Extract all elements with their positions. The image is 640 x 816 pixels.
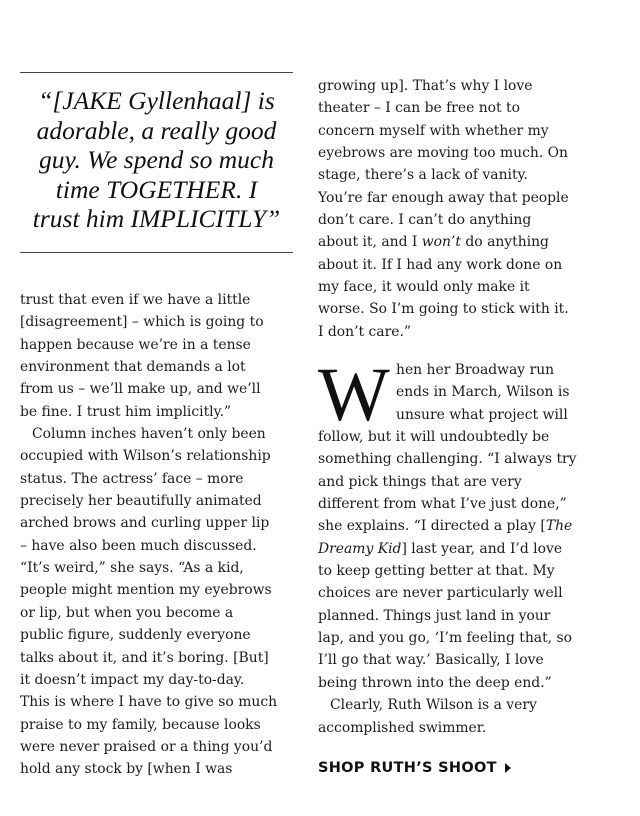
text-line: occupied with Wilson’s relationship <box>20 448 271 465</box>
right-column-bottom-text <box>318 359 618 739</box>
text-line <box>318 231 569 253</box>
text-line: status. The actress’ face – more <box>20 470 244 487</box>
pull-quote-line: adorable, a really good <box>36 115 277 145</box>
italic-text: Dreamy Kid <box>318 540 402 557</box>
text-line: theater – I can be free not to <box>318 100 520 117</box>
text-line: precisely her beautifully animated <box>20 493 262 510</box>
text-line: “It’s weird,” she says. “As a kid, <box>20 560 244 577</box>
text-line: my face, it would only make it <box>318 279 530 296</box>
text-line: it doesn’t impact my day-to-day. <box>20 671 245 688</box>
text-line: Column inches haven’t only been <box>32 426 266 443</box>
text-line: and pick things that are very <box>318 473 522 490</box>
text-line: I’ll go that way.’ Basically, I love <box>318 652 544 669</box>
text-line: environment that demands a lot <box>20 359 246 376</box>
left-column-text <box>20 289 277 781</box>
text-line: be fine. I trust him implicitly.” <box>20 403 232 420</box>
text-segment: she explains. “I directed a play [ <box>318 518 546 535</box>
shop-link-label: SHOP RUTH’S SHOOT <box>318 760 497 776</box>
text-line: hold any stock by [when I was <box>20 761 233 778</box>
pull-quote-line: time TOGETHER. I <box>55 174 258 204</box>
pull-quote-top-rule <box>20 72 293 73</box>
text-line: or lip, but when you become a <box>20 604 234 621</box>
text-line: worse. So I’m going to stick with it. <box>318 301 569 318</box>
text-segment: about it, and I <box>318 234 422 251</box>
text-segment: do anything <box>460 234 549 251</box>
text-line: public figure, suddenly everyone <box>20 627 251 644</box>
text-line: [disagreement] – which is going to <box>20 314 264 331</box>
triangle-right-icon <box>505 763 511 773</box>
text-line <box>318 538 618 560</box>
text-line: to keep getting better at that. My <box>318 563 555 580</box>
pull-quote-line: trust him IMPLICITLY” <box>32 204 281 233</box>
pull-quote-line: “[JAKE Gyllenhaal] is <box>38 86 275 115</box>
text-line: This is where I have to give so much <box>20 694 278 711</box>
text-line: – have also been much discussed. <box>20 537 257 554</box>
text-line: lap, and you go, ‘I’m feeling that, so <box>318 630 572 647</box>
text-line: people might mention my eyebrows <box>20 582 272 599</box>
text-line: growing up]. That’s why I love <box>318 78 533 94</box>
drop-cap: W <box>318 359 390 426</box>
pull-quote <box>20 86 293 234</box>
text-line: happen because we’re in a tense <box>20 336 251 353</box>
text-line: from us – we’ll make up, and we’ll <box>20 381 261 398</box>
text-line: talks about it, and it’s boring. [But] <box>20 649 269 666</box>
text-line: about it. If I had any work done on <box>318 256 563 273</box>
text-line: something challenging. “I always try <box>318 451 577 468</box>
text-line: praise to my family, because looks <box>20 716 261 733</box>
text-line: don’t care. I can’t do anything <box>318 212 532 229</box>
text-line: were never praised or a thing you’d <box>20 738 273 755</box>
text-line: choices are never particularly well <box>318 585 563 602</box>
right-column-top-text <box>318 75 569 343</box>
text-line: concern myself with whether my <box>318 122 549 139</box>
text-line: ends in March, Wilson is <box>396 384 570 401</box>
text-segment: ] last year, and I’d love <box>401 540 563 557</box>
text-line: different from what I’ve just done,” <box>318 496 567 513</box>
shop-ruths-shoot-link[interactable] <box>318 760 511 776</box>
text-line: trust that even if we have a little <box>20 292 251 308</box>
text-line: planned. Things just land in your <box>318 607 551 624</box>
text-line: eyebrows are moving too much. On <box>318 145 568 162</box>
text-line: I don’t care.” <box>318 323 411 340</box>
text-line: follow, but it will undoubtedly be <box>318 429 550 446</box>
pull-quote-line: guy. We spend so much <box>39 145 274 174</box>
italic-text: won’t <box>421 234 461 251</box>
text-line: You’re far enough away that people <box>318 189 569 206</box>
text-line: arched brows and curling upper lip <box>20 515 270 532</box>
text-line: accomplished swimmer. <box>318 719 487 736</box>
text-line: unsure what project will <box>396 406 568 423</box>
text-line: Clearly, Ruth Wilson is a very <box>330 697 537 714</box>
text-line <box>318 515 618 537</box>
text-line: being thrown into the deep end.” <box>318 674 552 691</box>
text-line: stage, there’s a lack of vanity. <box>318 167 528 184</box>
pull-quote-bottom-rule <box>20 252 293 253</box>
text-line: hen her Broadway run <box>396 362 555 378</box>
italic-text: The <box>545 518 573 535</box>
